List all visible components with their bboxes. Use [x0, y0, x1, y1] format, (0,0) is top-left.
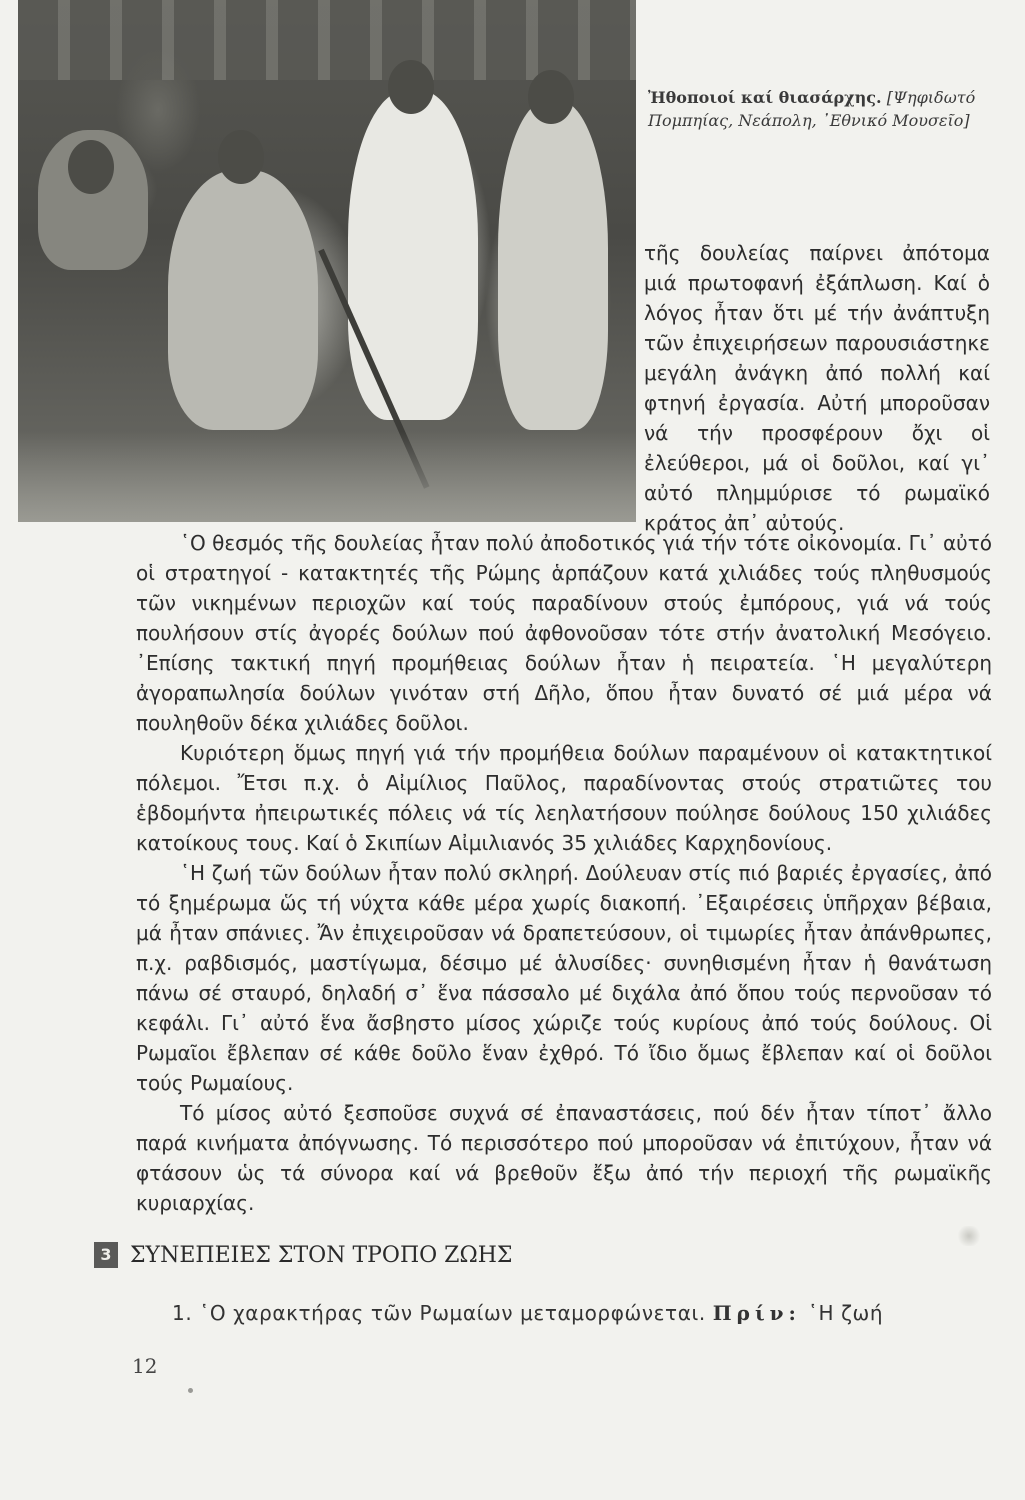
mosaic-illustration	[18, 0, 636, 522]
figure-caption	[648, 86, 988, 132]
subsection-keyword: Πρίν:	[712, 1301, 801, 1325]
print-speck	[188, 1388, 193, 1393]
section-heading	[94, 1242, 512, 1268]
paragraph-continued: τῆς δουλείας παίρνει ἀπότομα μιά πρωτοφανή ἐξάπλωση. Καί ὁ λόγος ἦταν ὅτι μέ τήν ἀνάπτυξη τῶν ἐπιχειρήσεων παρουσιάστηκε μεγάλη ἀνάγκη ἀπό πολλή καί φτηνή ἐργασία. Αὐτή μποροῦσαν νά τήν προσφέρουν ὄχι οἱ ἐλεύθεροι, μά οἱ δοῦλοι, καί γι᾿ αὐτό πλημμύρισε τό ρωμαϊκό κράτος ἀπ᾿ αὐτούς.	[644, 241, 990, 535]
caption-title: Ἠθοποιοί καί θιασάρχης.	[648, 88, 882, 107]
subsection-title: 1. ῾Ο χαρακτήρας τῶν Ρωμαίων μεταμορφώνεται.	[172, 1301, 706, 1325]
section-number-badge: 3	[94, 1242, 118, 1268]
mosaic-figure-actor-right	[498, 100, 608, 430]
subsection-heading	[172, 1298, 992, 1328]
mosaic-head	[528, 70, 574, 124]
narrow-column	[644, 238, 990, 538]
mosaic-head	[218, 130, 264, 184]
paragraph: ῾Η ζωή τῶν δούλων ἦταν πολύ σκληρή. Δούλευαν στίς πιό βαριές ἐργασίες, ἀπό τό ξημέρωμα ὥς τή νύχτα κάθε μέρα χωρίς διακοπή. ᾿Εξαιρέσεις ὑπῆρχαν βέβαια, μά ἦταν σπάνιες. Ἄν ἐπιχειροῦσαν νά δραπετεύσουν, οἱ τιμωρίες ἦταν ἀπάνθρωπες, π.χ. ραβδισμός, μαστίγωμα, δέσιμο μέ ἁλυσίδες· συνηθισμένη ἦταν ἡ θανάτωση πάνω σέ σταυρό, δηλαδή σ᾿ ἕνα πάσσαλο μέ διχάλα ἀπό ὅπου τούς περνοῦσαν τό κεφάλι. Γι᾿ αὐτό ἕνα ἄσβηστο μίσος χώριζε τούς κυρίους ἀπό τούς δούλους. Οἱ Ρωμαῖοι ἔβλεπαν σέ κάθε δοῦλο ἕναν ἐχθρό. Τό ἴδιο ὅμως ἔβλεπαν καί οἱ δοῦλοι τούς Ρωμαίους.	[136, 861, 992, 1095]
mosaic-floor	[18, 432, 636, 522]
mosaic-figure-actor-center	[348, 90, 478, 420]
mosaic-head	[388, 60, 434, 114]
mosaic-garlands	[18, 0, 636, 80]
page-number: 12	[132, 1354, 158, 1378]
section-title: ΣΥΝΕΠΕΙΕΣ ΣΤΟΝ ΤΡΟΠΟ ΖΩΗΣ	[130, 1242, 513, 1268]
mosaic-figure-seated-elder	[168, 170, 318, 430]
main-column	[136, 528, 992, 1218]
paragraph: Κυριότερη ὅμως πηγή γιά τήν προμήθεια δούλων παραμένουν οἱ κατακτητικοί πόλεμοι. Ἔτσι π.χ. ὁ Αἰμίλιος Παῦλος, παραδίνοντας στούς στρατιῶτες του ἑβδομήντα ἠπειρωτικές πόλεις νά τίς λεηλατήσουν πούλησε δούλους 150 χιλιάδες κατοίκους τους. Καί ὁ Σκιπίων Αἰμιλιανός 35 χιλιάδες Καρχηδονίους.	[136, 741, 992, 855]
mosaic-head	[68, 140, 114, 194]
paragraph: ῾Ο θεσμός τῆς δουλείας ἦταν πολύ ἀποδοτικός γιά τήν τότε οἰκονομία. Γι᾿ αὐτό οἱ στρατηγοί - κατακτητές τῆς Ρώμης ἁρπάζουν κατά χιλιάδες τούς πληθυσμούς τῶν νικημένων περιοχῶν καί τούς παραδίνουν στούς ἐμπόρους, γιά νά τούς πουλήσουν στίς ἀγορές δούλων πού ἀφθονοῦσαν τότε στήν ἀνατολική Μεσόγειο. ᾿Επίσης τακτική πηγή προμήθειας δούλων ἦταν ἡ πειρατεία. ῾Η μεγαλύτερη ἀγοραπωλησία δούλων γινόταν στή Δῆλο, ὅπου ἦταν δυνατό σέ μιά μέρα νά πουληθοῦν δέκα χιλιάδες δοῦλοι.	[136, 531, 992, 735]
print-smudge	[956, 1226, 982, 1246]
subsection-tail: ῾Η ζωή	[807, 1301, 884, 1325]
caption-source: [Ψηφιδωτό Πομπηίας, Νεάπολη, ᾿Εθνικό Μουσεῖο]	[648, 88, 976, 130]
paragraph: Τό μίσος αὐτό ξεσποῦσε συχνά σέ ἐπαναστάσεις, πού δέν ἦταν τίποτ᾿ ἄλλο παρά κινήματα ἀπόγνωσης. Τό περισσότερο πού μποροῦσαν νά ἐπιτύχουν, ἦταν νά φτάσουν ὡς τά σύνορα καί νά βρεθοῦν ἔξω ἀπό τήν περιοχή τῆς ρωμαϊκῆς κυριαρχίας.	[136, 1101, 992, 1215]
